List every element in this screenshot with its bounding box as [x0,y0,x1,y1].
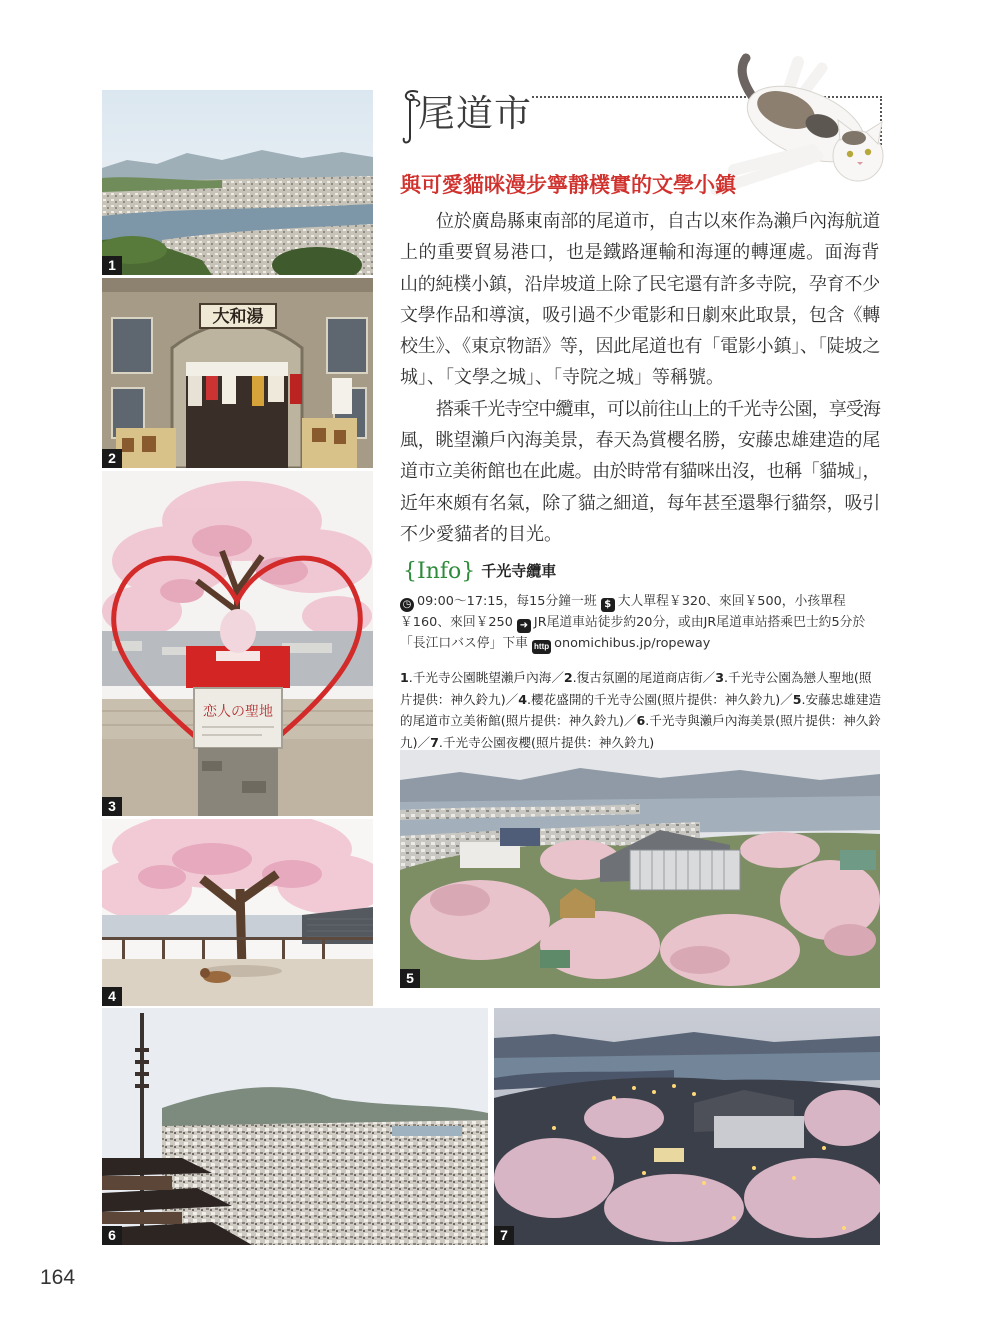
info-website[interactable]: onomichibus.jp/ropeway [554,636,711,651]
clock-icon: ◷ [400,598,414,612]
paragraph-2-line: 搭乘千光寺空中纜車，可以前往山上的千光寺公園，享受海 [436,398,880,420]
lovers-sanctuary-illustration [102,471,373,816]
photo-5-art-museum [400,750,880,988]
shopping-street-illustration [102,278,373,468]
paragraph-1-line: 位於廣島縣東南部的尾道市，自古以來作為瀨戶內海航道 [436,211,880,232]
photo-1-sea-view [102,90,373,275]
caption-number: 7 [430,734,439,750]
art-museum-illustration [400,750,880,988]
caption-text: .千光寺公園夜櫻(照片提供：神久鈴九) [438,734,655,750]
caption-number: 3 [715,670,724,685]
caption-separator: ／ [702,670,716,685]
paragraph-1-line: 文學作品和導演，吸引過不少電影和日劇來此取景，包含《轉 [400,304,880,326]
photo-badge: 3 [102,797,122,816]
photo-badge: 5 [400,969,420,988]
page-title: 尾道市 [418,92,532,135]
info-hours: 09:00～17:15，每15分鐘一班 [417,594,597,609]
caption-text: .千光寺公園眺望瀨戶內海 [408,670,552,685]
intro-text [400,206,880,550]
arrow-right-icon: ➜ [517,619,531,633]
cherry-park-illustration [102,819,373,1006]
photo-badge: 6 [102,1226,122,1245]
caption-separator: ／ [417,734,431,750]
paragraph-2-line: 道市立美術館也在此處。由於時常有貓咪出沒，也稱「貓城」， [400,461,880,483]
page-number: 164 [40,1266,76,1289]
photo-4-cherry-park [102,819,373,1006]
photo-7-night-sakura [494,1008,880,1245]
http-icon: http [532,640,551,654]
sea-view-illustration [102,90,373,275]
caption-text: .復古氛圍的尾道商店街 [572,670,703,685]
caption-number: 5 [792,691,802,707]
photo-captions [400,667,882,753]
info-details [400,591,882,654]
caption-number: 6 [636,713,646,728]
bathhouse-sign: 大和湯 [212,307,264,327]
photo-2-shopping-street [102,278,373,468]
caption-number: 4 [518,691,528,707]
caption-separator: ／ [623,713,637,728]
paragraph-1-line: 校生》、《東京物語》等，因此尾道也有「電影小鎮」、「陡坡之 [400,336,880,358]
photo-6-pagoda-view [102,1008,488,1245]
info-attraction-name: 千光寺纜車 [481,562,557,580]
paragraph-2-line: 風，眺望瀨戶內海美景，春天為賞櫻名勝，安藤忠雄建造的尾 [400,430,880,452]
caption-number: 1 [400,670,409,685]
caption-text: .櫻花盛開的千光寺公園(照片提供：神久鈴九) [527,691,781,707]
pagoda-view-illustration [102,1008,488,1245]
info-label: {Info} [403,559,476,584]
paragraph-1-line: 山的純樸小鎮，沿岸坡道上除了民宅還有許多寺院，孕育不少 [400,273,880,295]
caption-separator: ／ [551,670,564,685]
paragraph-1-line: 城」、「文學之城」、「寺院之城」等稱號。 [400,367,724,389]
caption-separator: ／ [505,691,519,707]
photo-badge: 2 [102,449,122,468]
info-heading [403,556,556,586]
caption-text: .千光寺公園為戀人聖地(照片提供：神久鈴九) [400,670,872,707]
info-price: 大人單程￥320、來回￥500，小孩單程￥160、來回￥250 [400,594,846,630]
caption-separator: ／ [780,691,793,707]
info-access: JR尾道車站徒步約20分，或由JR尾道車站搭乘巴士約5分於「長江口バス停」下車 [400,615,866,651]
photo-badge: 7 [494,1226,514,1245]
paragraph-2-line: 不少愛貓者的目光。 [400,523,562,545]
photo-badge: 4 [102,987,122,1006]
caption-text: .安藤忠雄建造的尾道市立美術館(照片提供：神久鈴九) [400,691,882,728]
dollar-icon: $ [601,598,615,612]
lovers-plaque-text: 恋人の聖地 [203,704,273,720]
page-subtitle: 與可愛貓咪漫步寧靜樸實的文學小鎮 [400,173,736,197]
caption-text: .千光寺與瀨戶內海美景(照片提供：神久鈴九) [400,713,881,750]
paragraph-1-line: 上的重要貿易港口，也是鐵路運輸和海運的轉運處。面海背 [400,242,880,264]
night-sakura-illustration [494,1008,880,1245]
caption-number: 2 [563,670,573,685]
paragraph-2-line: 近年來頗有名氣，除了貓之細道，每年甚至還舉行貓祭，吸引 [400,492,880,514]
photo-badge: 1 [102,256,122,275]
photo-3-lovers-sanctuary [102,471,373,816]
